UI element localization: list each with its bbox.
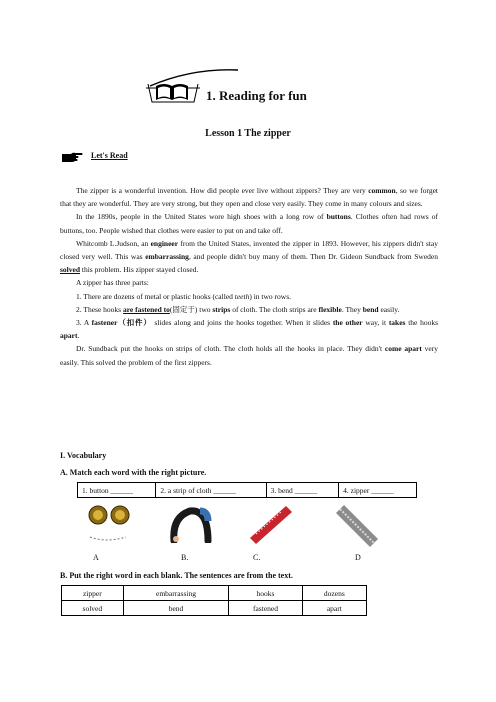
cloth-strip-image bbox=[246, 502, 294, 546]
match-item: 1. button ______ bbox=[78, 483, 156, 498]
part-b-title: B. Put the right word in each blank. The sentences are from the text. bbox=[60, 571, 293, 580]
word-bank-cell: zipper bbox=[62, 586, 124, 601]
paragraph: Dr. Sundback put the hooks on strips of cloth. The cloth holds all the hooks in place. They didn't come apart very easily. This solved the problem of the first zippers. bbox=[60, 344, 438, 367]
match-item: 3. bend ______ bbox=[266, 483, 338, 498]
paragraph: A zipper has three parts: bbox=[76, 278, 149, 288]
paragraph: 2. These hooks are fastened to(固定于) two strips of cloth. The cloth strips are flexible. They bend easily. bbox=[76, 304, 400, 314]
word-bank-cell: hooks bbox=[229, 586, 302, 601]
paragraph: 3. A fastener（扣件） slides along and joins the hooks together. When it slides the other way, it takes the hooks apart. bbox=[60, 318, 438, 341]
reading-passage bbox=[60, 184, 438, 369]
paragraph: In the 1890s, people in the United States wore high shoes with a long row of buttons. Clothes often had rows of buttons, too. People wished that clothes were easier to put on and take off. bbox=[60, 212, 438, 235]
part-a-title: A. Match each word with the right picture. bbox=[60, 468, 207, 477]
picture-label: C. bbox=[253, 553, 261, 562]
lesson-title: Lesson 1 The zipper bbox=[205, 128, 291, 139]
picture-label: D bbox=[355, 553, 361, 562]
picture-label: A bbox=[93, 553, 99, 562]
pointing-hand-icon bbox=[61, 150, 83, 162]
lets-read-heading: Let's Read bbox=[91, 151, 128, 160]
match-item: 2. a strip of cloth ______ bbox=[156, 483, 266, 498]
section-vocabulary-heading: I. Vocabulary bbox=[60, 451, 107, 460]
match-words-table bbox=[77, 482, 417, 498]
paragraph: 1. There are dozens of metal or plastic hooks (called teeth) in two rows. bbox=[76, 291, 292, 301]
word-bank-cell: apart bbox=[302, 601, 366, 616]
buttons-image bbox=[86, 503, 132, 549]
chapter-title: 1. Reading for fun bbox=[206, 88, 307, 103]
word-bank-cell: embarrassing bbox=[123, 586, 229, 601]
word-bank-cell: bend bbox=[123, 601, 229, 616]
match-item: 4. zipper ______ bbox=[339, 483, 417, 498]
word-bank-cell: dozens bbox=[302, 586, 366, 601]
word-bank-table bbox=[61, 585, 367, 616]
bending-person-image bbox=[166, 503, 216, 543]
word-bank-cell: fastened bbox=[229, 601, 302, 616]
picture-label: B. bbox=[181, 553, 189, 562]
paragraph: Whitcomb L.Judson, an engineer from the United States, invented the zipper in 1893. However, his zippers didn't stay closed very well. This was embarrassing, and people didn't buy many of them. Then Dr. Gideon Sundback from Sweden solved this problem. His zipper stayed closed. bbox=[60, 238, 438, 275]
word-bank-cell: solved bbox=[62, 601, 124, 616]
paragraph: The zipper is a wonderful invention. How did people ever live without zippers? They are very common, so we forget that they are wonderful. They are very strong, but they open and close very easily. They come in many colours and sizes. bbox=[60, 186, 438, 209]
zipper-image bbox=[332, 503, 380, 549]
